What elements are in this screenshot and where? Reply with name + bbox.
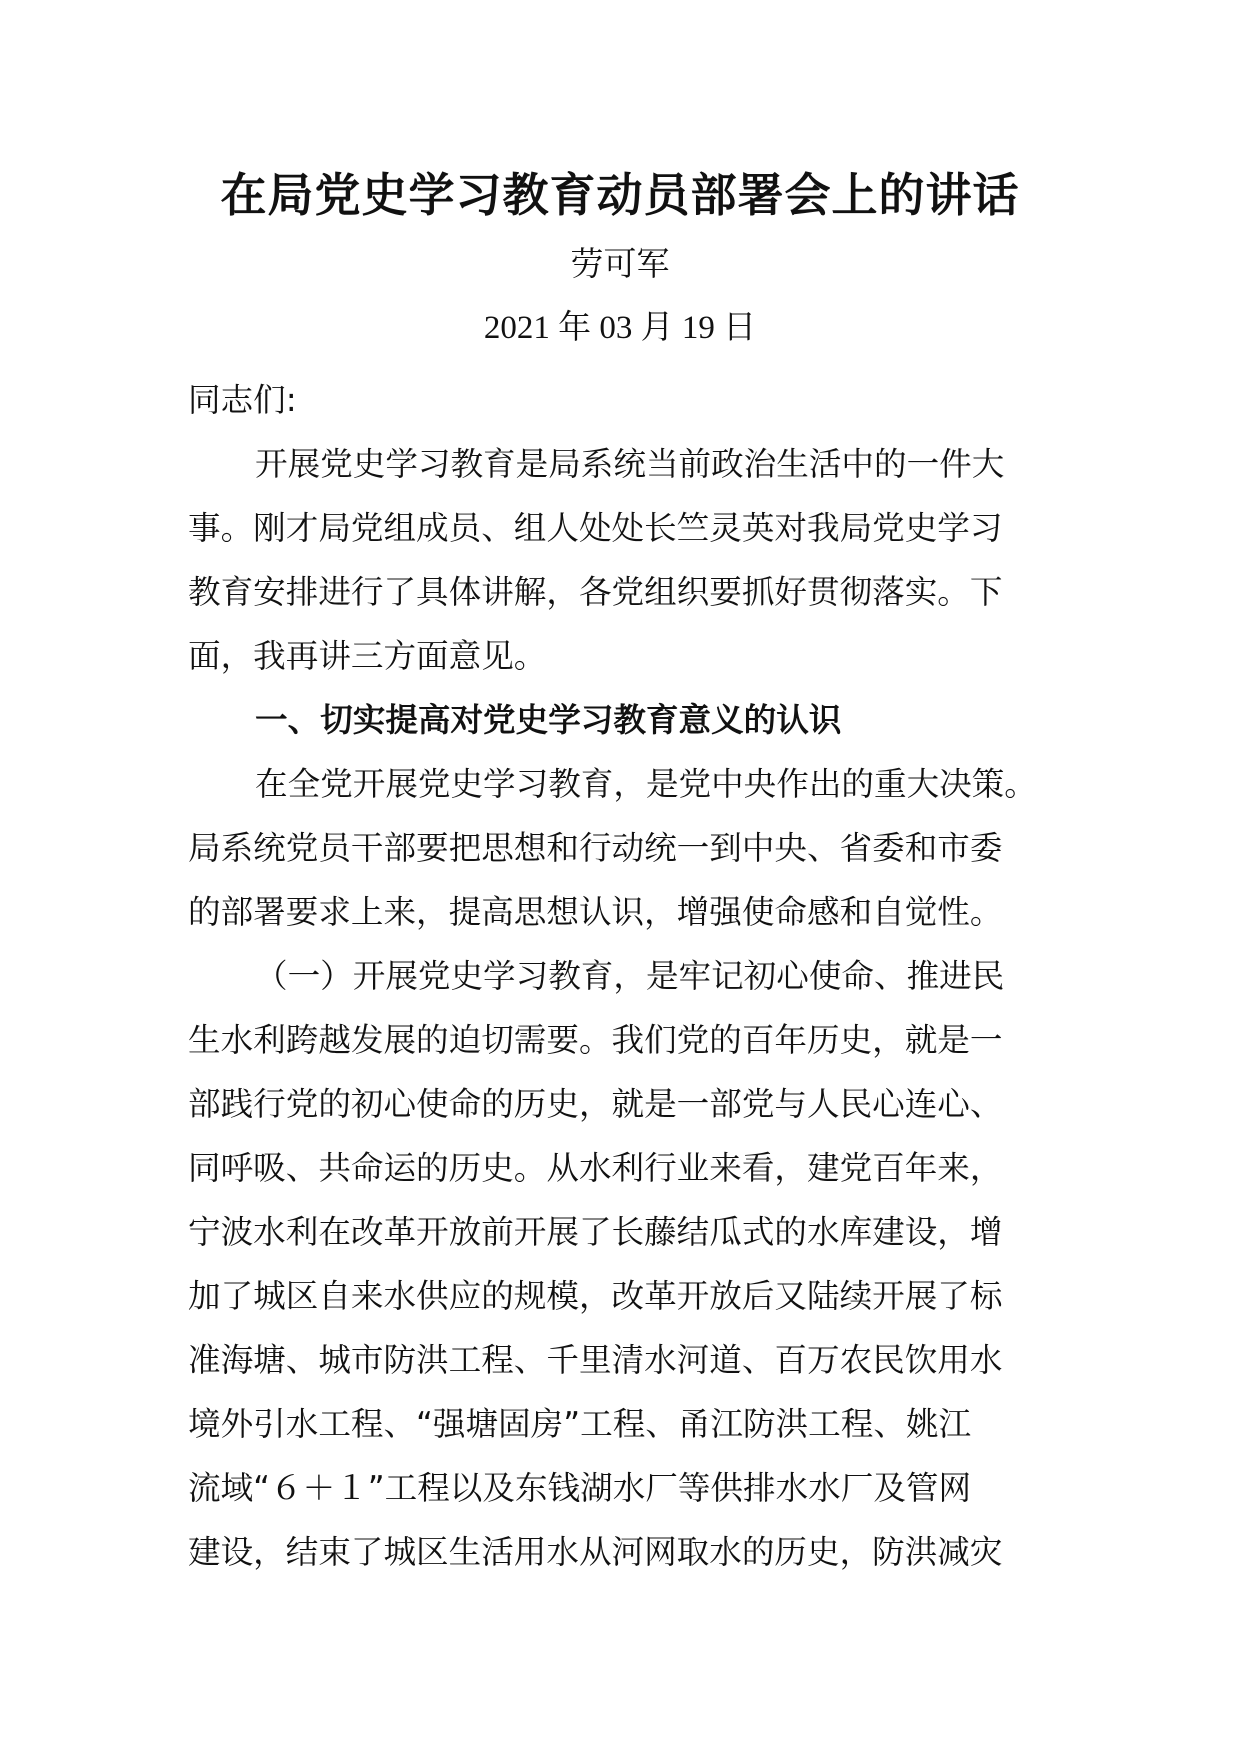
paragraph-line: 在全党开展党史学习教育，是党中央作出的重大决策。 xyxy=(255,765,1037,803)
section-heading: 一、切实提高对党史学习教育意义的认识 xyxy=(255,701,842,739)
paragraph-line: 教育安排进行了具体讲解，各党组织要抓好贯彻落实。下 xyxy=(188,573,1003,611)
paragraph-line: 开展党史学习教育是局系统当前政治生活中的一件大 xyxy=(255,445,1005,483)
paragraph-line: 建设，结束了城区生活用水从河网取水的历史，防洪减灾 xyxy=(188,1533,1003,1571)
paragraph-line: 事。刚才局党组成员、组人处处长竺灵英对我局党史学习 xyxy=(188,509,1003,547)
salutation: 同志们: xyxy=(188,381,297,419)
paragraph-line: 加了城区自来水供应的规模，改革开放后又陆续开展了标 xyxy=(188,1277,1003,1315)
paragraph-line: 流域“６＋１”工程以及东钱湖水厂等供排水水厂及管网 xyxy=(188,1469,972,1507)
paragraph-line: 局系统党员干部要把思想和行动统一到中央、省委和市委 xyxy=(188,829,1003,867)
paragraph-line: 的部署要求上来，提高思想认识，增强使命感和自觉性。 xyxy=(188,893,1003,931)
document-title: 在局党史学习教育动员部署会上的讲话 xyxy=(220,168,1020,222)
paragraph-line: 面，我再讲三方面意见。 xyxy=(188,637,547,675)
paragraph-line: 生水利跨越发展的迫切需要。我们党的百年历史，就是一 xyxy=(188,1021,1003,1059)
paragraph-line: 部践行党的初心使命的历史，就是一部党与人民心连心、 xyxy=(188,1085,1003,1123)
paragraph-line: 同呼吸、共命运的历史。从水利行业来看，建党百年来， xyxy=(188,1149,1003,1187)
document-date: 2021 年 03 月 19 日 xyxy=(483,310,757,346)
paragraph-line: （一）开展党史学习教育，是牢记初心使命、推进民 xyxy=(255,957,1005,995)
paragraph-line: 境外引水工程、“强塘固房”工程、甬江防洪工程、姚江 xyxy=(188,1405,972,1443)
document-body xyxy=(188,368,1058,1584)
paragraph-line: 宁波水利在改革开放前开展了长藤结瓜式的水库建设，增 xyxy=(188,1213,1003,1251)
author-name: 劳可军 xyxy=(570,244,670,283)
paragraph-line: 准海塘、城市防洪工程、千里清水河道、百万农民饮用水 xyxy=(188,1341,1003,1379)
